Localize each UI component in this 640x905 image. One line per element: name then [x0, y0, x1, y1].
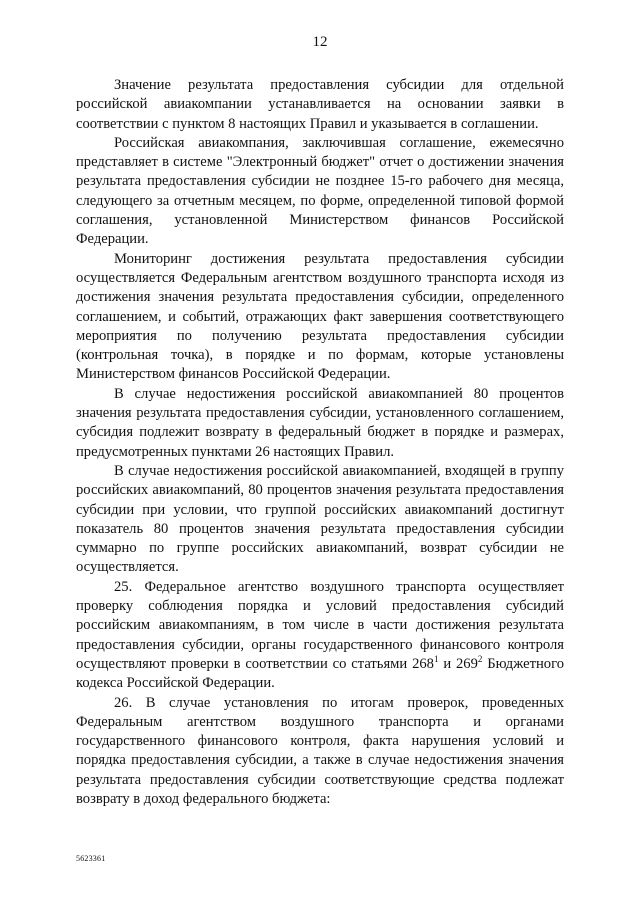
paragraph-26-refund: 26. В случае установления по итогам проверок, проведенных Федеральным агентством воздушного транспорта и органами государственного финансового контроля, факта нарушения условий и порядка предоставления субсидии, а также в случае недостижения значения результата предоставления субсидии соответствующие средства подлежат возврату в доход федерального бюджета: [76, 694, 564, 807]
superscript-article-269: 2 [477, 654, 483, 665]
page-number: 12 [312, 34, 328, 50]
paragraph-25-text-end: Бюджетного кодекса Российской Федерации. [76, 655, 565, 692]
paragraph-25-text-start: 25. Федеральное агентство воздушного транспорта осуществляет проверку соблюдения порядка и условий предоставления субсидий российским авиакомпаниям, в том числе в части достижения результата предоставления субсидии, органы государственного финансового контроля осуществляют проверки в соответствии со статьями 268 [76, 578, 564, 672]
paragraph-non-achievement-refund: В случае недостижения российской авиакомпанией 80 процентов значения результата предоставления субсидии, установленного соглашением, субсидия подлежит возврату в федеральный бюджет в порядке и размерах, предусмотренных пунктами 26 настоящих Правил. [76, 385, 564, 460]
paragraph-group-exception: В случае недостижения российской авиакомпанией, входящей в группу российских авиакомпаний, 80 процентов значения результата предоставления субсидии при условии, что группой российских авиакомпаний достигнут показатель 80 процентов значения результата предоставления субсидии суммарно по группе российских авиакомпаний, возврат субсидии не осуществляется. [76, 462, 564, 576]
paragraph-monthly-report: Российская авиакомпания, заключившая соглашение, ежемесячно представляет в системе "Электронный бюджет" отчет о достижении значения результата предоставления субсидии не позднее 15-го рабочего дня месяца, следующего за отчетным месяцем, по форме, определенной типовой формой соглашения, установленной Министерством финансов Российской Федерации. [76, 134, 564, 248]
document-id: 5623361 [76, 854, 106, 863]
paragraph-monitoring: Мониторинг достижения результата предоставления субсидии осуществляется Федеральным агентством воздушного транспорта исходя из достижения значения результата предоставления субсидии, определенного соглашением, и событий, отражающих факт завершения соответствующего мероприятия по получению результата предоставления субсидии (контрольная точка), в порядке и по формам, которые установлены Министерством финансов Российской Федерации. [76, 250, 564, 383]
document-body [76, 76, 564, 809]
paragraph-subsidy-result-value: Значение результата предоставления субсидии для отдельной российской авиакомпании устанавливается на основании заявки в соответствии с пунктом 8 настоящих Правил и указывается в соглашении. [76, 77, 564, 132]
paragraph-25-inspection [76, 578, 564, 694]
paragraph-25-text-middle: и 269 [438, 655, 478, 672]
superscript-article-268: 1 [433, 654, 439, 665]
